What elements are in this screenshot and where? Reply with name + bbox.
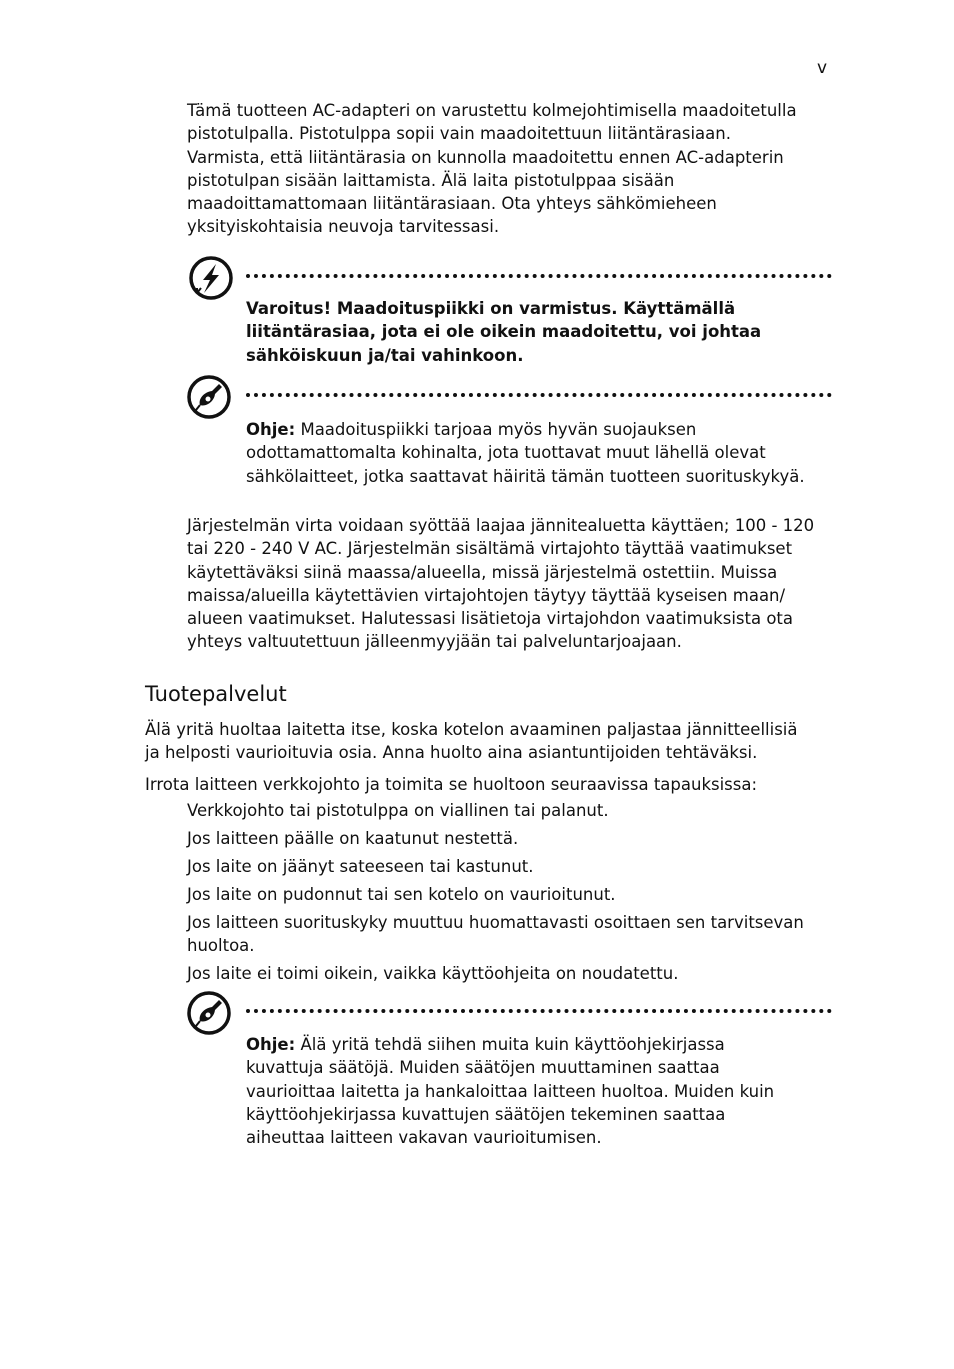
pen-note-icon <box>186 990 232 1036</box>
note2-body: Älä yritä tehdä siihen muita kuin käyttöohjekirjassa kuvattuja säätöjä. Muiden säätöjen muuttaminen saattaa vaurioittaa laitetta ja hankaloittaa laitteen huoltoa. Muiden kuin käyttöohjekirjassa kuvattujen säätöjen tekeminen saattaa aiheuttaa laitteen vakavan vaurioitumisen. <box>246 1035 775 1148</box>
note2-label: Ohje: <box>246 1035 296 1054</box>
voltage-paragraph: Järjestelmän virta voidaan syöttää laajaa jännitealuetta käyttäen; 100 - 120 tai 220 - 240 V AC. Järjestelmän sisältämä virtajohto täyttää vaatimukset käytettäväksi siinä maassa/alueella, missä järjestelmä ostettiin. Muissa maissa/alueilla käytettävien virtajohtojen täytyy täyttää kyseisen maan/ alueen vaatimukset. Halutessasi lisätietoja virtajohdon vaatimuksista ota yhteys valtuutettuun jälleenmyyjään tai palveluntarjoajaan. <box>187 516 815 652</box>
note1-body: Maadoituspiikki tarjoaa myös hyvän suojauksen odottamattomalta kohinalta, jota tuottavat muut lähellä olevat sähkölaitteet, jotka saattavat häiritä tämän tuotteen suorituskykyä. <box>246 420 805 486</box>
note1-label: Ohje: <box>246 420 296 439</box>
note1-divider <box>246 393 832 397</box>
service-intro: Irrota laitteen verkkojohto ja toimita se huoltoon seuraavissa tapauksissa: <box>145 775 758 794</box>
note2-divider <box>246 1009 832 1013</box>
page-number: v <box>817 58 828 78</box>
intro-paragraph: Tämä tuotteen AC-adapteri on varustettu kolmejohtimisella maadoitetulla pistotulpalla. Pistotulppa sopii vain maadoitettuun liitäntärasiaan. Varmista, että liitäntärasia on kunnolla maadoitettu ennen AC-adapterin pistotulpan sisään laittamista. Älä laita pistotulppaa sisään maadoittamattomaan liitäntärasiaan. Ota yhteys sähkömieheen yksityiskohtaisia neuvoja tarvitessasi. <box>187 101 797 237</box>
lightning-warning-icon <box>188 255 234 301</box>
service-paragraph: Älä yritä huoltaa laitetta itse, koska kotelon avaaminen paljastaa jännitteellisiä ja helposti vaurioituvia osia. Anna huolto aina asiantuntijoiden tehtäväksi. <box>145 720 798 763</box>
section-title: Tuotepalvelut <box>145 682 287 706</box>
note2-text <box>246 1033 774 1149</box>
list-item: Jos laitteen suorituskyky muuttuu huomattavasti osoittaen sen tarvitsevan huoltoa. <box>187 912 804 955</box>
list-item: Jos laite on jäänyt sateeseen tai kastunut. <box>187 856 534 876</box>
list-item: Verkkojohto tai pistotulppa on viallinen tai palanut. <box>187 801 609 820</box>
warning-text: Varoitus! Maadoituspiikki on varmistus. Käyttämällä liitäntärasiaa, jota ei ole oikein maadoitettu, voi johtaa sähköiskuun ja/tai vahinkoon. <box>246 299 762 365</box>
service-cases-list <box>187 799 804 990</box>
warning-divider <box>246 274 832 278</box>
pen-note-icon <box>186 374 232 420</box>
list-item: Jos laite ei toimi oikein, vaikka käyttöohjeita on noudatettu. <box>187 963 679 983</box>
list-item: Jos laitteen päälle on kaatunut nestettä. <box>187 828 519 848</box>
list-item: Jos laite on pudonnut tai sen kotelo on vaurioitunut. <box>187 884 616 904</box>
note1-text <box>246 418 805 488</box>
